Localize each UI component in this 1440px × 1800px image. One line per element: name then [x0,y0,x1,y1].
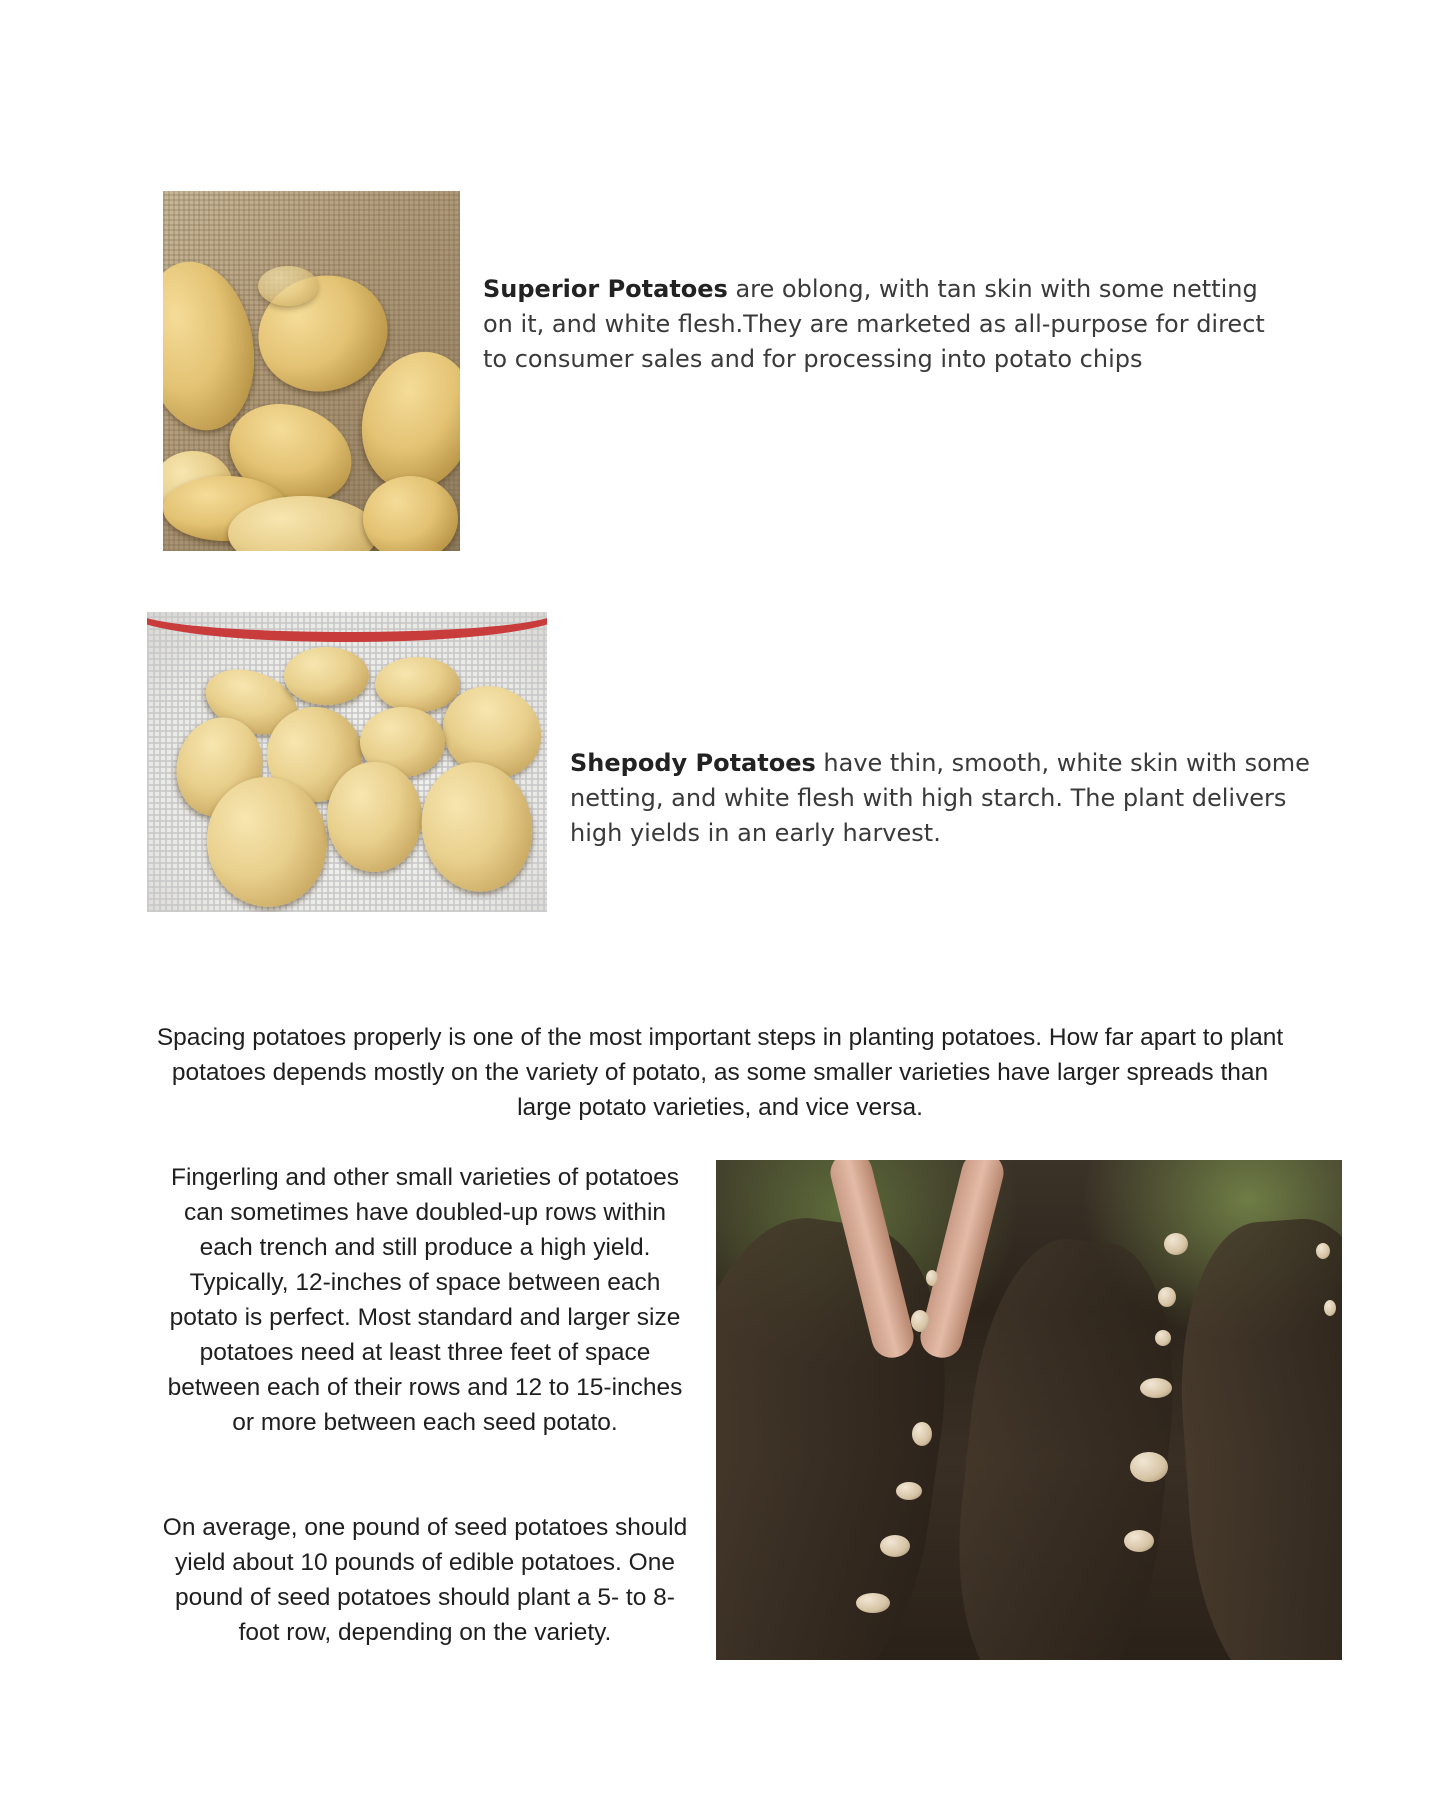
shepody-potatoes-photo [147,612,547,912]
superior-potatoes-title: Superior Potatoes [483,275,728,303]
superior-potatoes-photo [163,191,460,551]
fingerling-paragraph: Fingerling and other small varieties of potatoes can sometimes have doubled-up rows within each trench and still produce a high yield. Typically, 12-inches of space between each potato is perfect. Most standard and larger size potatoes need at least three feet of space between each of their rows and 12 to 15-inches or more between each seed potato. [167,1164,683,1436]
superior-potatoes-text: are oblong, with tan skin with some netting on it, and white flesh.They are marketed as all-purpose for direct to consumer sales and for processing into potato chips [483,275,1265,373]
basket-rim [147,612,547,642]
yield-paragraph: On average, one pound of seed potatoes should yield about 10 pounds of edible potatoes. One pound of seed potatoes should plant a 5- to 8-foot row, depending on the variety. [162,1514,688,1646]
superior-potatoes-description [483,272,1283,377]
shepody-potatoes-description [570,746,1310,851]
shepody-potatoes-title: Shepody Potatoes [570,749,816,777]
spacing-paragraph: Spacing potatoes properly is one of the most important steps in planting potatoes. How far apart to plant potatoes depends mostly on the variety of potato, as some smaller varieties have larger spreads than large potato varieties, and vice versa. [156,1024,1284,1121]
planting-potatoes-photo [716,1160,1342,1660]
shepody-potatoes-text: have thin, smooth, white skin with some netting, and white flesh with high starch. The plant delivers high yields in an early harvest. [570,749,1310,847]
